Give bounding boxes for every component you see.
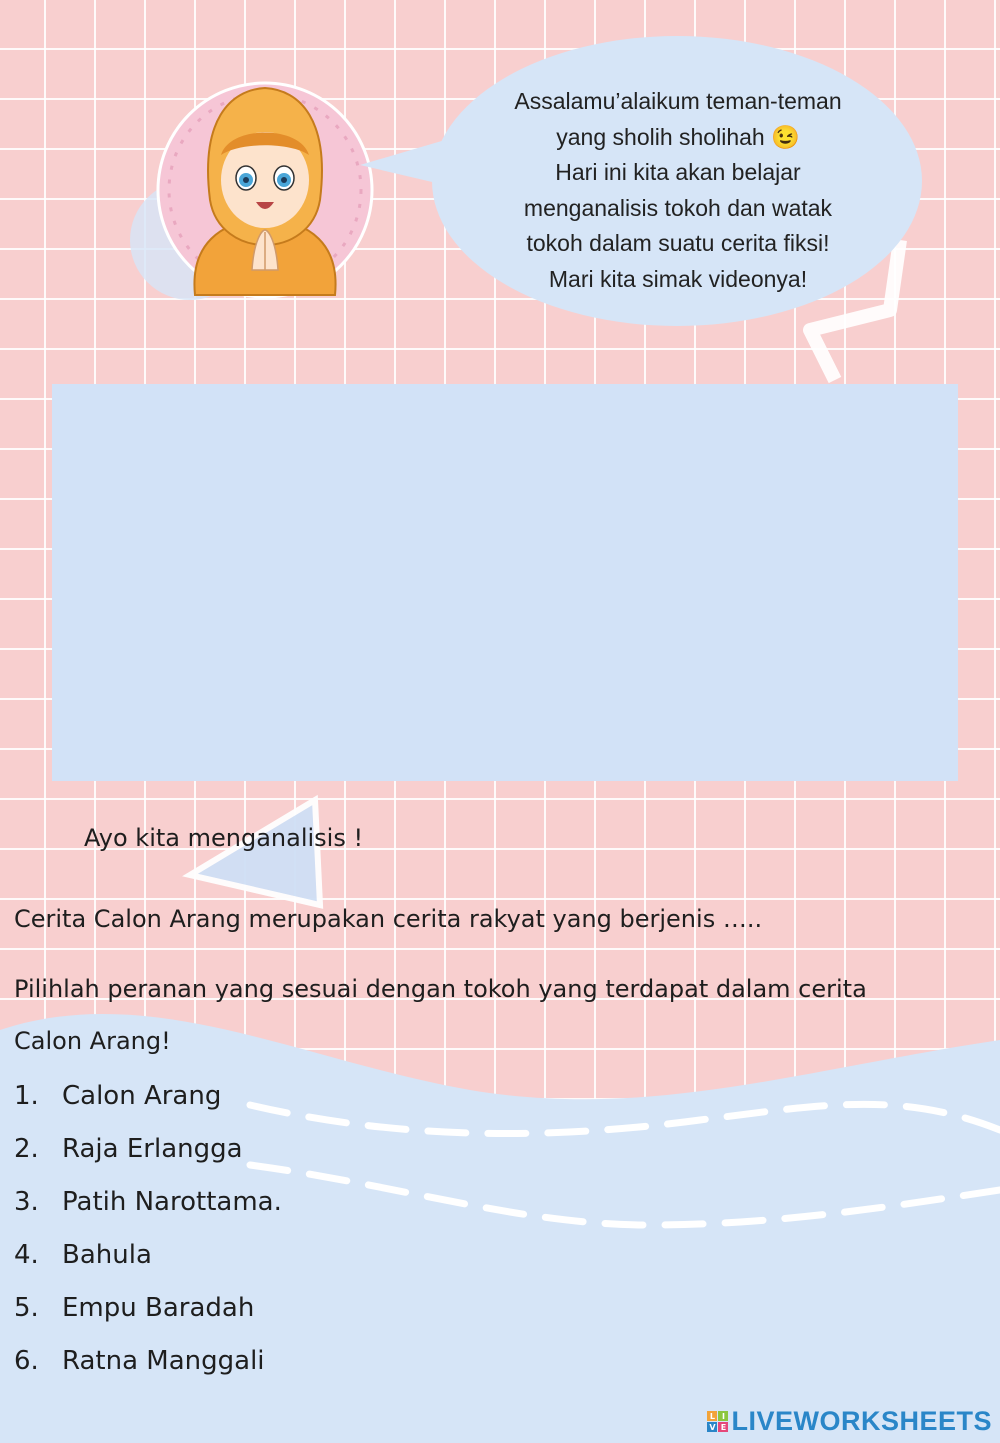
character-name: Raja Erlangga: [62, 1134, 243, 1164]
liveworksheets-footer[interactable]: [707, 1406, 992, 1437]
list-item: [14, 1233, 282, 1286]
analysis-prompt: Ayo kita menganalisis !: [84, 824, 364, 852]
liveworksheets-brand: LIVEWORKSHEETS: [731, 1406, 992, 1436]
hijab-girl-greeting-icon: [150, 80, 380, 305]
list-number: 4.: [14, 1240, 39, 1270]
triangle-decoration: [180, 790, 350, 920]
list-item: [14, 1127, 282, 1180]
list-item: [14, 1286, 282, 1339]
list-number: 3.: [14, 1187, 39, 1217]
list-item: [14, 1074, 282, 1127]
character-name: Empu Baradah: [62, 1293, 255, 1323]
list-number: 5.: [14, 1293, 39, 1323]
list-number: 2.: [14, 1134, 39, 1164]
liveworksheets-logo-icon: L I V E: [707, 1411, 728, 1432]
speech-bubble-text: Assalamu’alaikum teman-teman yang sholih sholihah 😉 Hari ini kita akan belajar menganalisis tokoh dan watak tokoh dalam suatu cerita fiksi! Mari kita simak videonya!: [514, 88, 842, 292]
question-roles-line1: Pilihlah peranan yang sesuai dengan tokoh yang terdapat dalam cerita: [14, 975, 867, 1003]
question-story-type: Cerita Calon Arang merupakan cerita rakyat yang berjenis …..: [14, 905, 763, 933]
character-name: Calon Arang: [62, 1081, 222, 1111]
character-name: Ratna Manggali: [62, 1346, 265, 1376]
character-name: Patih Narottama.: [62, 1187, 282, 1217]
list-number: 1.: [14, 1081, 39, 1111]
character-name: Bahula: [62, 1240, 152, 1270]
video-player-area[interactable]: [52, 384, 958, 781]
question-roles-line2: Calon Arang!: [14, 1027, 171, 1055]
character-list: [14, 1074, 282, 1392]
list-item: [14, 1339, 282, 1392]
list-item: [14, 1180, 282, 1233]
list-number: 6.: [14, 1346, 39, 1376]
